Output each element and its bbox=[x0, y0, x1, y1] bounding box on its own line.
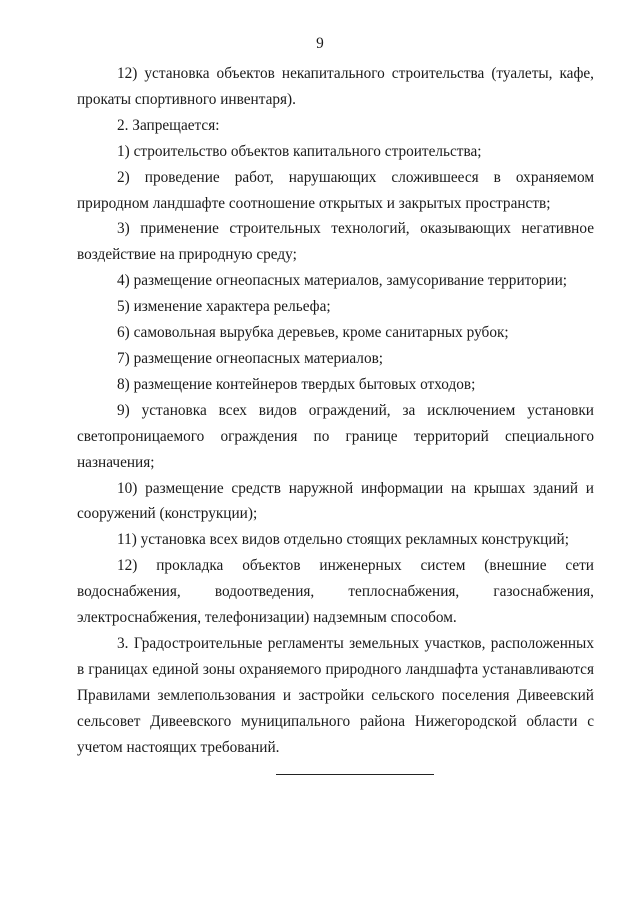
end-separator-line bbox=[276, 774, 434, 775]
paragraph: 12) установка объектов некапитального строительства (туалеты, кафе, прокаты спортивного инвентаря). bbox=[77, 65, 594, 108]
paragraph: 12) прокладка объектов инженерных систем (внешние сети водоснабжения, водоотведения, теплоснабжения, газоснабжения, электроснабжения, телефонизации) надземным способом. bbox=[77, 557, 594, 627]
paragraph: 2. Запрещается: bbox=[117, 116, 220, 134]
paragraph: 4) размещение огнеопасных материалов, замусоривание территории; bbox=[117, 272, 568, 290]
paragraph: 11) установка всех видов отдельно стоящих рекламных конструкций; bbox=[117, 531, 569, 549]
paragraph: 3) применение строительных технологий, оказывающих негативное воздействие на природную среду; bbox=[77, 220, 594, 264]
paragraph: 5) изменение характера рельефа; bbox=[117, 298, 331, 316]
paragraph: 6) самовольная вырубка деревьев, кроме санитарных рубок; bbox=[117, 324, 509, 342]
paragraph: 10) размещение средств наружной информации на крышах зданий и сооружений (конструкции); bbox=[77, 479, 594, 523]
paragraph: 3. Градостроительные регламенты земельных участков, расположенных в границах единой зоны охраняемого природного ландшафта устанавливаются Правилами землепользования и застройки сельского поселения Дивеевский сельсовет Дивеевского муниципального района Нижегородской области с учетом настоящих требований. bbox=[77, 634, 594, 756]
page-number: 9 bbox=[316, 35, 324, 52]
paragraph: 9) установка всех видов ограждений, за исключением установки светопроницаемого ограждения по границе территорий специального назначения; bbox=[77, 401, 594, 471]
document-body bbox=[77, 61, 594, 760]
paragraph: 1) строительство объектов капитального строительства; bbox=[117, 142, 482, 160]
paragraph: 8) размещение контейнеров твердых бытовых отходов; bbox=[117, 375, 476, 393]
paragraph: 2) проведение работ, нарушающих сложившееся в охраняемом природном ландшафте соотношение открытых и закрытых пространств; bbox=[77, 168, 594, 212]
paragraph: 7) размещение огнеопасных материалов; bbox=[117, 349, 384, 367]
